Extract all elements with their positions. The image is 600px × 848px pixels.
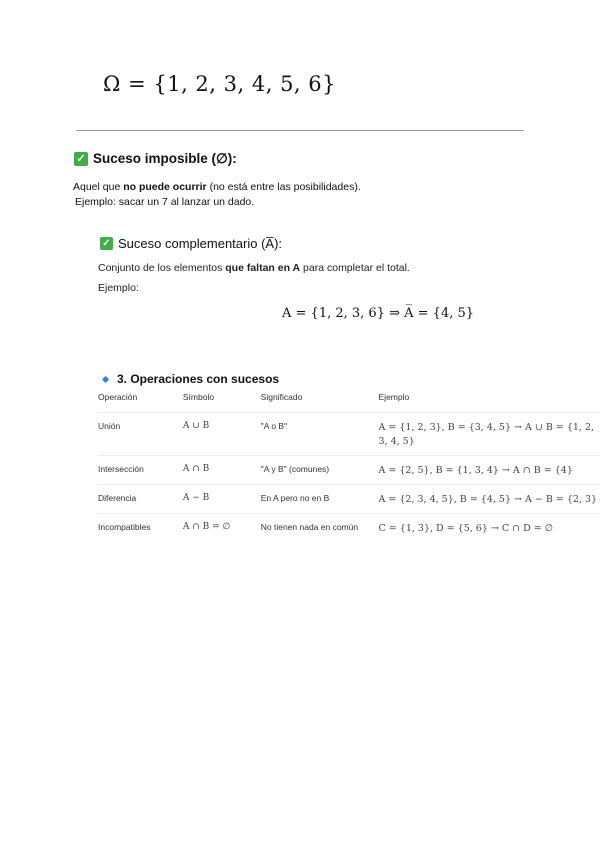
check-icon: ✓ bbox=[74, 152, 88, 166]
diamond-bullet-icon bbox=[102, 375, 109, 382]
operation-cell: Unión bbox=[98, 413, 183, 456]
complementary-formula: A = {1, 2, 3, 6} ⇒ A̅ = {4, 5} bbox=[282, 306, 475, 321]
meaning-cell: No tienen nada en común bbox=[261, 514, 379, 543]
symbol-cell: A ∩ B = ∅ bbox=[183, 514, 261, 543]
complementary-description bbox=[98, 262, 410, 274]
text: Aquel que bbox=[73, 181, 124, 193]
operation-cell: Diferencia bbox=[98, 485, 183, 514]
complementary-title: Suceso complementario (A̅): bbox=[118, 236, 283, 251]
operations-table bbox=[98, 392, 600, 542]
complementary-heading bbox=[100, 236, 282, 251]
table-row bbox=[98, 485, 600, 514]
operations-heading bbox=[103, 372, 279, 386]
table-row bbox=[98, 456, 600, 485]
example-cell: A = {2, 3, 4, 5}, B = {4, 5} → A − B = {2, 3} bbox=[379, 485, 600, 514]
impossible-heading bbox=[74, 151, 237, 167]
example-cell: A = {1, 2, 3}, B = {3, 4, 5} → A ∪ B = {1, 2, 3, 4, 5} bbox=[379, 413, 600, 456]
text: para completar el total. bbox=[300, 262, 410, 274]
table-row bbox=[98, 413, 600, 456]
operation-cell: Incompatibles bbox=[98, 514, 183, 543]
sample-space-formula: Ω = {1, 2, 3, 4, 5, 6} bbox=[103, 72, 336, 96]
text: Conjunto de los elementos bbox=[98, 262, 226, 274]
column-header: Significado bbox=[260, 392, 303, 402]
bold-text: no puede ocurrir bbox=[123, 181, 207, 193]
example-cell: C = {1, 3}, D = {5, 6} → C ∩ D = ∅ bbox=[379, 514, 600, 543]
complementary-example-label: Ejemplo: bbox=[98, 282, 139, 294]
table-header-row bbox=[98, 392, 600, 413]
check-icon: ✓ bbox=[100, 237, 113, 250]
column-header: Símbolo bbox=[182, 392, 215, 402]
meaning-cell: "A y B" (comunes) bbox=[261, 456, 379, 485]
symbol-cell: A ∩ B bbox=[183, 456, 261, 485]
operation-cell: Intersección bbox=[98, 456, 183, 485]
table-row bbox=[98, 514, 600, 543]
impossible-description bbox=[73, 181, 361, 193]
text: (no está entre las posibilidades). bbox=[206, 181, 361, 193]
column-header: Operación bbox=[98, 392, 138, 402]
example-cell: A = {2, 5}, B = {1, 3, 4} → A ∩ B = {4} bbox=[379, 456, 600, 485]
operations-title: 3. Operaciones con sucesos bbox=[117, 372, 280, 386]
divider bbox=[76, 130, 524, 131]
meaning-cell: En A pero no en B bbox=[261, 485, 379, 514]
column-header: Ejemplo bbox=[378, 392, 410, 402]
bold-text: que faltan en A bbox=[225, 262, 301, 274]
impossible-example: Ejemplo: sacar un 7 al lanzar un dado. bbox=[75, 196, 255, 208]
symbol-cell: A ∪ B bbox=[183, 413, 261, 456]
impossible-title: Suceso imposible (∅): bbox=[93, 151, 237, 166]
meaning-cell: "A o B" bbox=[261, 413, 379, 456]
symbol-cell: A − B bbox=[183, 485, 261, 514]
